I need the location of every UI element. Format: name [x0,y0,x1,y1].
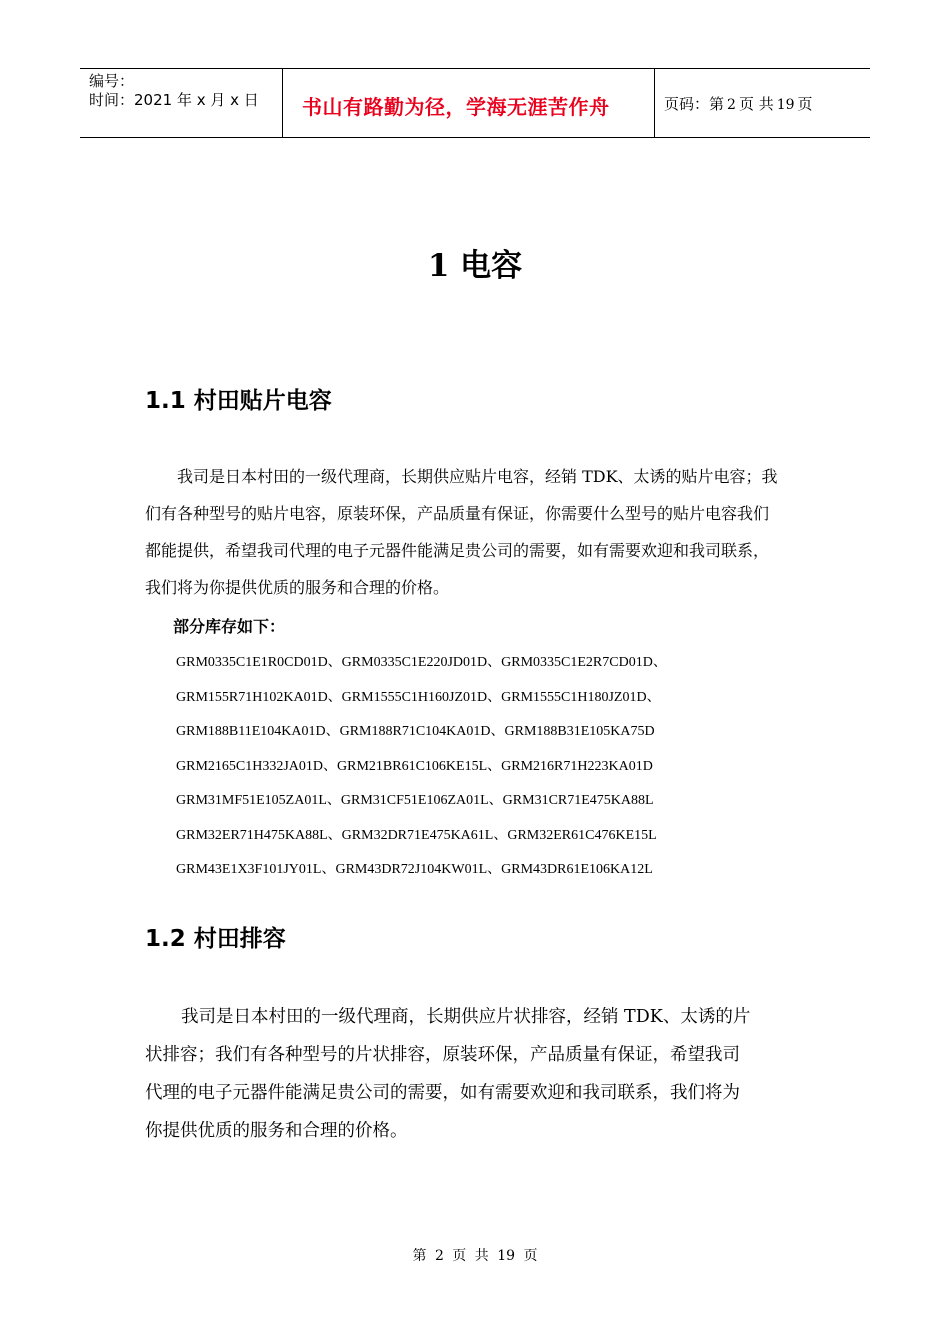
document-title: 1 电容 [427,248,523,284]
part-number-row: GRM188B11E104KA01D、GRM188R71C104KA01D、GRM188B31E105KA75D [176,724,655,739]
part-number-row: GRM32ER71H475KA88L、GRM32DR71E475KA61L、GRM32ER61C476KE15L [176,827,657,843]
section2-line: 代理的电子元器件能满足贵公司的需要，如有需要欢迎和我司联系，我们将为 [145,1083,740,1103]
part-number-list [176,646,816,888]
part-number-row: GRM2165C1H332JA01D、GRM21BR61C106KE15L、GRM216R71H223KA01D [176,758,653,774]
section1-line: 们有各种型号的贴片电容，原装环保，产品质量有保证，你需要什么型号的贴片电容我们 [145,504,770,523]
part-number-row: GRM155R71H102KA01D、GRM1555C1H160JZ01D、GRM1555C1H180JZ01D、 [176,689,661,705]
header-motto-cell [282,69,655,137]
section1-paragraph [145,458,810,606]
part-number-row: GRM0335C1E1R0CD01D、GRM0335C1E220JD01D、GRM0335C1E2R7CD01D、 [176,655,667,670]
header-page-total: 19 [776,97,795,113]
section2-line: 状排容；我们有各种型号的片状排容，原装环保，产品质量有保证，希望我司 [145,1045,740,1065]
header-motto: 书山有路勤为径，学海无涯苦作舟 [302,95,610,119]
header-date-label: 时间：2021 年 x 月 x 日 [89,91,259,109]
section2-heading: 1.2 村田排容 [145,926,286,952]
page-header [80,68,870,138]
stock-list-title: 部分库存如下： [173,617,286,636]
section2-line: 我司是日本村田的一级代理商，长期供应片状排容，经销 TDK、太诱的片 [181,1007,751,1027]
section1-line: 都能提供，希望我司代理的电子元器件能满足贵公司的需要，如有需要欢迎和我司联系， [145,541,770,560]
header-page-current: 2 [727,97,736,113]
section1-heading: 1.1 村田贴片电容 [145,388,332,414]
part-number-row: GRM43E1X3F101JY01L、GRM43DR72J104KW01L、GRM43DR61E106KA12L [176,862,653,877]
header-page-indicator [664,93,813,114]
header-meta [80,69,283,137]
header-page-suffix: 页 [797,95,813,113]
header-page-prefix: 页码：第 [664,95,725,113]
section2-paragraph [145,998,810,1150]
section1-line: 我们将为你提供优质的服务和合理的价格。 [145,578,450,597]
header-page-mid: 页 共 [738,95,774,113]
header-number-label: 编号： [89,72,135,90]
section2-line: 你提供优质的服务和合理的价格。 [145,1121,408,1141]
section1-line: 我司是日本村田的一级代理商，长期供应贴片电容，经销 TDK、太诱的贴片电容；我 [177,467,778,486]
page-footer: 第 2 页 共 19 页 [412,1248,538,1264]
part-number-row: GRM31MF51E105ZA01L、GRM31CF51E106ZA01L、GRM31CR71E475KA88L [176,793,654,808]
